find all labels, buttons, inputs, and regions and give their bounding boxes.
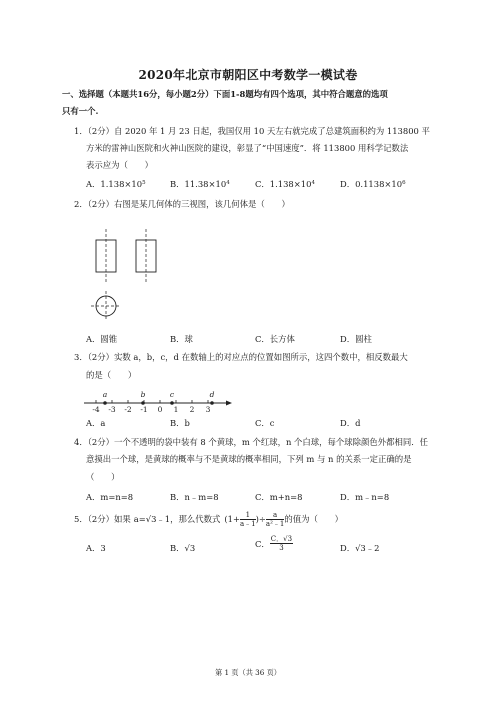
q5-expr-close: )÷ — [255, 514, 266, 524]
q3-option-a[interactable]: A．a — [86, 418, 106, 428]
tick-label: -2 — [124, 405, 132, 414]
page-title: 2020年北京市朝阳区中考数学一模试卷 — [138, 68, 358, 82]
q1-option-b[interactable]: B．$11.38\times 10^4$ — [170, 179, 230, 189]
q5-option-c-fraction: $\frac{C.√3}{3}$ — [270, 535, 293, 552]
tick-label: 1 — [173, 405, 179, 414]
q1-line1: 1．（2分）自 2020 年 1 月 23 日起，我国仅用 10 天左右就完成了总建筑面积约为 113800 平 — [74, 126, 430, 136]
q5-option-d[interactable]: D．√3﹣2 — [340, 543, 380, 553]
q2-option-a[interactable]: A．圆锥 — [86, 334, 118, 344]
q1-line2: 方米的雷神山医院和火神山医院的建设，彰显了“中国速度”．将 113800 用科学记数法 — [86, 143, 409, 153]
tick-label: 0 — [157, 405, 163, 414]
q4-option-b[interactable]: B．n﹣m=8 — [170, 492, 219, 502]
axis-arrow — [226, 401, 232, 406]
q5-prefix: 5．（2分）如果 — [74, 514, 131, 524]
q5-line1 — [74, 506, 343, 532]
point-d — [210, 401, 214, 405]
q5-fraction-1: $\frac{1}{a﹣1}$ — [239, 510, 256, 528]
tick-label: 3 — [205, 405, 211, 414]
q5-fraction-2: $\frac{a}{\text{a²﹣1}}$ — [265, 510, 285, 528]
q4-line2: 意摸出一个球，是黄球的概率与不是黄球的概率相同，下列 m 与 n 的关系一定正确的是 — [86, 454, 412, 464]
tick-label: -1 — [140, 405, 148, 414]
q2-option-d[interactable]: D．圆柱 — [340, 334, 372, 344]
q5-mid-text: ，那么代数式 — [170, 514, 221, 524]
q3-line2: 的是（ ） — [86, 370, 137, 380]
q1-option-a[interactable]: A．$1.138\times 10^5$ — [86, 179, 146, 189]
q4-option-c[interactable]: C．m+n=8 — [255, 492, 303, 502]
point-label-c: c — [169, 390, 175, 399]
q5-option-b[interactable]: B．√3 — [170, 543, 196, 553]
number-line-figure — [84, 386, 234, 414]
q3-line1: 3．（2分）实数 a，b，c，d 在数轴上的对应点的位置如图所示，这四个数中，相反数最大 — [74, 352, 408, 362]
point-label-a: a — [102, 390, 108, 399]
section-header-line1: 一、选择题（本题共16分，每小题2分）下面1-8题均有四个选项，其中符合题意的选项 — [62, 89, 388, 99]
tick-label: -4 — [92, 405, 100, 414]
q5-a-equation: a=√3﹣1 — [133, 514, 171, 524]
point-label-d: d — [209, 390, 215, 399]
q2-option-b[interactable]: B．球 — [170, 334, 193, 344]
q5-suffix: 的值为（ ） — [284, 514, 343, 524]
page-footer: 第 1 页（共 36 页） — [215, 668, 281, 677]
point-label-b: b — [140, 390, 146, 399]
point-a — [103, 401, 107, 405]
q1-option-d[interactable]: D．$0.1138\times 10^6$ — [340, 179, 406, 189]
q3-option-b[interactable]: B．b — [170, 418, 190, 428]
q4-option-a[interactable]: A．m=n=8 — [86, 492, 134, 502]
q5-expr-open: (1+ — [224, 514, 240, 524]
q2-line1: 2．（2分）右图是某几何体的三视图，该几何体是（ ） — [74, 199, 290, 209]
q1-option-c[interactable]: C．$1.138\times 10^4$ — [255, 179, 315, 189]
three-view-figure — [85, 226, 165, 326]
section-header-line2: 只有一个. — [62, 106, 99, 116]
q5-option-a[interactable]: A．3 — [86, 543, 106, 553]
q3-option-d[interactable]: D．d — [340, 418, 361, 428]
q4-option-d[interactable]: D．m﹣n=8 — [340, 492, 390, 502]
tick-label: 2 — [189, 405, 195, 414]
q3-option-c[interactable]: C．c — [255, 418, 275, 428]
q5-option-c[interactable]: C． $\frac{C.√3}{3}$ — [255, 535, 293, 552]
q4-line1: 4．（2分）一个不透明的袋中装有 8 个黄球，m 个红球，n 个白球，每个球除颜色外都相同．任 — [74, 437, 429, 447]
q2-option-c[interactable]: C．长方体 — [255, 334, 295, 344]
tick-label: -3 — [108, 405, 116, 414]
q4-line3: （ ） — [86, 472, 120, 482]
q1-line3: 表示应为（ ） — [86, 160, 153, 170]
